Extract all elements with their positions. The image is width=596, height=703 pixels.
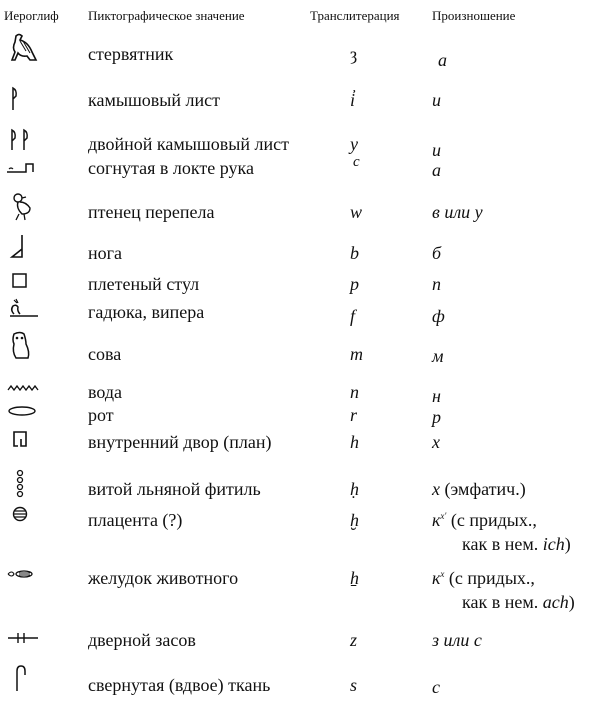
table-row	[0, 243, 596, 271]
door-bolt-icon	[6, 624, 38, 654]
courtyard-icon	[6, 428, 38, 458]
row-name: свернутая (вдвое) ткань	[88, 675, 271, 695]
row-name: внутренний двор (план)	[88, 432, 272, 452]
row-pronunciation: б	[432, 243, 442, 263]
row-name: гадюка, випера	[88, 302, 205, 322]
row-translit: ḫ	[350, 510, 359, 530]
row-pronunciation: х	[432, 432, 440, 452]
row-pronunciation: и	[432, 140, 441, 160]
mouth-icon	[6, 399, 38, 429]
row-translit: c	[353, 154, 360, 170]
row-translit: h	[350, 432, 359, 452]
row-pronunciation: ф	[432, 306, 445, 326]
table-row	[0, 202, 596, 230]
table-row	[0, 568, 596, 612]
row-name: плетеный стул	[88, 274, 200, 294]
row-translit: ḥ	[350, 479, 359, 499]
header-pronunciation: Произношение	[432, 8, 516, 23]
row-translit: y	[350, 134, 358, 154]
row-translit: p	[350, 274, 359, 294]
row-name: согнутая в локте рука	[88, 158, 254, 178]
row-name: витой льняной фитиль	[88, 479, 261, 499]
owl-icon	[6, 330, 38, 360]
row-pronunciation: в или у	[432, 202, 483, 222]
row-translit: b	[350, 243, 359, 263]
row-translit: ẖ	[350, 568, 359, 588]
row-name: плацента (?)	[88, 510, 183, 530]
folded-cloth-icon	[6, 663, 38, 693]
table-row	[0, 675, 596, 703]
table-row	[0, 274, 596, 302]
row-translit: f	[350, 306, 356, 326]
row-pronunciation: м	[432, 346, 444, 366]
table-row	[0, 479, 596, 507]
table-row	[0, 154, 596, 186]
row-pronunciation: н	[432, 386, 441, 406]
row-translit: r	[350, 405, 358, 425]
row-pronunciation: р	[432, 407, 441, 427]
table-row	[0, 44, 596, 72]
row-pronunciation: $к^{х'}$ (с придых.,	[432, 510, 537, 530]
row-name: стервятник	[88, 44, 174, 64]
row-pronunciation: х (эмфатич.)	[432, 479, 526, 499]
row-name: камышовый лист	[88, 90, 221, 110]
table-row	[0, 510, 596, 554]
row-pronunciation: а	[432, 160, 441, 180]
row-name: вода	[88, 382, 123, 402]
row-name: двойной камышовый лист	[88, 134, 289, 154]
row-name: сова	[88, 344, 122, 364]
table-row	[0, 344, 596, 372]
row-translit: s	[350, 675, 358, 695]
header-glyph: Иероглиф	[4, 8, 59, 23]
row-pronunciation: $к^х$ (с придых.,	[432, 568, 535, 588]
table-row	[0, 630, 596, 658]
row-translit: m	[350, 344, 363, 364]
leg-icon	[6, 231, 38, 261]
row-pronunciation: з или с	[432, 630, 482, 650]
header-meaning: Пиктографическое значение	[88, 8, 245, 23]
forearm-icon	[6, 154, 38, 184]
row-name: птенец перепела	[88, 202, 215, 222]
row-translit: n	[350, 382, 359, 402]
row-name: рот	[88, 405, 114, 425]
table-row	[0, 90, 596, 118]
vulture-icon	[6, 32, 38, 62]
row-pronunciation: п	[432, 274, 441, 294]
row-name: дверной засов	[88, 630, 196, 650]
row-pronunciation: с	[432, 677, 440, 697]
row-translit: i̓	[350, 90, 356, 110]
double-reed-icon	[6, 126, 38, 156]
row-translit: z	[350, 630, 358, 650]
row-translit: ȝ	[350, 44, 358, 64]
header-translit: Транслитерация	[310, 8, 400, 23]
quail-chick-icon	[6, 192, 38, 222]
reed-leaf-icon	[6, 84, 38, 114]
table-row	[0, 302, 596, 330]
placenta-icon	[6, 504, 38, 534]
table-row	[0, 405, 596, 433]
viper-icon	[6, 296, 38, 326]
row-pronunciation-line2: как в нем. ich)	[462, 534, 571, 554]
belly-icon	[6, 564, 38, 594]
row-pronunciation-line2: как в нем. ach)	[462, 592, 575, 612]
row-name: нога	[88, 243, 123, 263]
table-row	[0, 432, 596, 460]
twisted-wick-icon	[6, 469, 38, 499]
row-translit: w	[350, 202, 363, 222]
row-pronunciation: и	[432, 90, 441, 110]
row-pronunciation: а	[438, 50, 447, 70]
row-name: желудок животного	[88, 568, 239, 588]
